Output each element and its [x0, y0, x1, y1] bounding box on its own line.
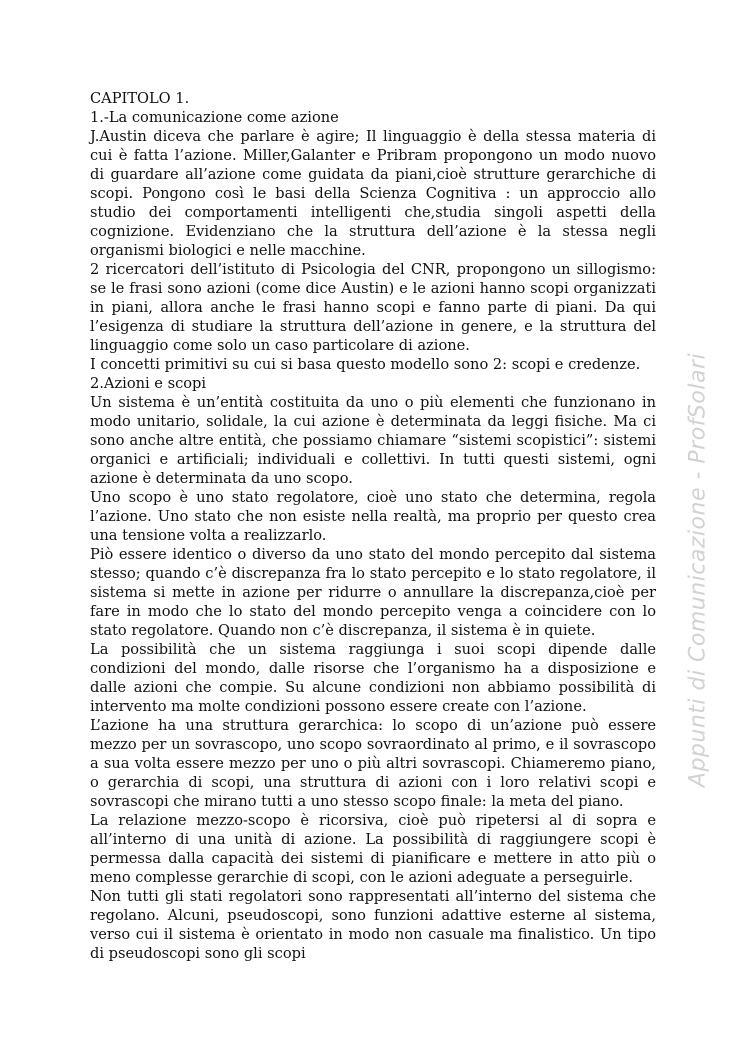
section-1-title: 1.-La comunicazione come azione: [90, 109, 339, 126]
paragraph-1-1: J.Austin diceva che parlare è agire; Il linguaggio è della stessa materia di cui è fatta l’azione. Miller,Galanter e Pribram propongono un modo nuovo di guardare all’azione come guidata da piani,cioè strutture gerarchiche di scopi. Pongono così le basi della Scienza Cognitiva : un approccio allo studio dei comportamenti intelligenti che,studia singoli aspetti della cognizione. Evidenziano che la struttura dell’azione è la stessa negli organismi biologici e nelle macchine.: [90, 128, 656, 259]
paragraph-1-3: I concetti primitivi su cui si basa questo modello sono 2: scopi e credenze.: [90, 356, 641, 373]
watermark: Appunti di Comunicazione - ProfSolari: [685, 352, 711, 788]
chapter-heading: CAPITOLO 1.: [90, 90, 190, 107]
paragraph-2-3: Piò essere identico o diverso da uno stato del mondo percepito dal sistema stesso; quando c’è discrepanza fra lo stato percepito e lo stato regolatore, il sistema si mette in azione per ridurre o annullare la discrepanza,cioè per fare in modo che lo stato del mondo percepito venga a coincidere con lo stato regolatore. Quando non c’è discrepanza, il sistema è in quiete.: [90, 546, 656, 639]
paragraph-2-6: La relazione mezzo-scopo è ricorsiva, cioè può ripetersi al di sopra e all’interno di una unità di azione. La possibilità di raggiungere scopi è permessa dalla capacità dei sistemi di pianificare e mettere in atto più o meno complesse gerarchie di scopi, con le azioni adeguate a perseguirle.: [90, 812, 656, 886]
paragraph-2-5: L’azione ha una struttura gerarchica: lo scopo di un’azione può essere mezzo per un sovrascopo, uno scopo sovraordinato al primo, e il sovrascopo a sua volta essere mezzo per uno o più altri sovrascopi. Chiameremo piano, o gerarchia di scopi, una struttura di azioni con i loro relativi scopi e sovrascopi che mirano tutti a uno stesso scopo finale: la meta del piano.: [90, 717, 656, 810]
paragraph-1-2: 2 ricercatori dell’istituto di Psicologia del CNR, propongono un sillogismo: se le frasi sono azioni (come dice Austin) e le azioni hanno scopi organizzati in piani, allora anche le frasi hanno scopi e fanno parte di piani. Da qui l’esigenza di studiare la struttura dell’azione in genere, e la struttura del linguaggio come solo un caso particolare di azione.: [90, 261, 656, 354]
paragraph-2-2: Uno scopo è uno stato regolatore, cioè uno stato che determina, regola l’azione. Uno stato che non esiste nella realtà, ma proprio per questo crea una tensione volta a realizzarlo.: [90, 489, 656, 544]
paragraph-2-4: La possibilità che un sistema raggiunga i suoi scopi dipende dalle condizioni del mondo, dalle risorse che l’organismo ha a disposizione e dalle azioni che compie. Su alcune condizioni non abbiamo possibilità di intervento ma molte condizioni possono essere create con l’azione.: [90, 641, 656, 715]
paragraph-2-1: Un sistema è un’entità costituita da uno o più elementi che funzionano in modo unitario, solidale, la cui azione è determinata da leggi fisiche. Ma ci sono anche altre entità, che possiamo chiamare “sistemi scopistici”: sistemi organici e artificiali; individuali e collettivi. In tutti questi sistemi, ogni azione è determinata da uno scopo.: [90, 394, 656, 487]
paragraph-2-7: Non tutti gli stati regolatori sono rappresentati all’interno del sistema che regolano. Alcuni, pseudoscopi, sono funzioni adattive esterne al sistema, verso cui il sistema è orientato in modo non casuale ma finalistico. Un tipo di pseudoscopi sono gli scopi: [90, 888, 656, 962]
section-2-title: 2.Azioni e scopi: [90, 375, 207, 392]
document-page: [90, 89, 656, 963]
